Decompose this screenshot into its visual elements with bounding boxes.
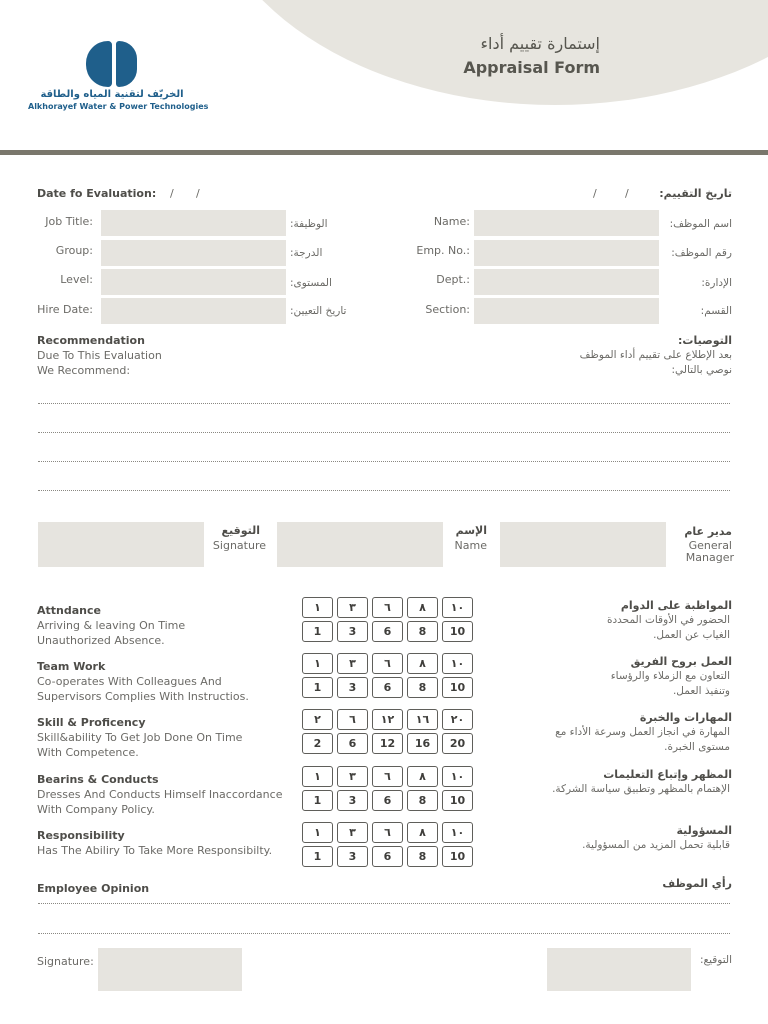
criterion-title: Bearins & Conducts xyxy=(37,773,159,786)
date-slash: / xyxy=(625,187,629,200)
date-slash: / xyxy=(593,187,597,200)
score-box-ar[interactable]: ١٠ xyxy=(442,766,473,787)
score-box-ar[interactable]: ٦ xyxy=(337,709,368,730)
score-box[interactable]: 1 xyxy=(302,621,333,642)
score-box[interactable]: 10 xyxy=(442,846,473,867)
name-label: Name: xyxy=(433,215,470,228)
criterion-desc-ar: مستوى الخبرة. xyxy=(664,741,730,753)
score-box-ar[interactable]: ٨ xyxy=(407,766,438,787)
signature-label-en: Signature xyxy=(212,539,266,552)
company-logo xyxy=(28,40,209,115)
criterion-title-ar: المواظبة على الدوام xyxy=(620,599,732,612)
score-box[interactable]: 8 xyxy=(407,790,438,811)
recommendation-line[interactable] xyxy=(38,432,730,433)
group-field[interactable] xyxy=(101,240,286,266)
name-box[interactable] xyxy=(277,522,443,567)
gm-box[interactable] xyxy=(500,522,666,567)
section-label: Section: xyxy=(425,303,470,316)
employee-opinion-title-ar: رأي الموظف xyxy=(662,877,732,890)
score-box-ar[interactable]: ٣ xyxy=(337,597,368,618)
name-label-ar-signoff: الإسم xyxy=(455,524,487,537)
header-rule xyxy=(0,150,768,155)
criterion-desc: Arriving & leaving On Time xyxy=(37,619,186,632)
hire-date-label-ar: تاريخ التعيين: xyxy=(290,305,347,317)
hire-date-field[interactable] xyxy=(101,298,286,324)
recommendation-line2-ar: نوصي بالتالي: xyxy=(671,364,732,376)
score-box[interactable]: 8 xyxy=(407,846,438,867)
criterion-title: Responsibility xyxy=(37,829,125,842)
score-box-ar[interactable]: ٢٠ xyxy=(442,709,473,730)
score-box[interactable]: 2 xyxy=(302,733,333,754)
score-box-ar[interactable]: ٨ xyxy=(407,597,438,618)
gm-label-en1: General xyxy=(688,539,732,552)
score-box-ar[interactable]: ٦ xyxy=(372,766,403,787)
score-box[interactable]: 6 xyxy=(337,733,368,754)
criterion-title-ar: المهارات والخبرة xyxy=(639,711,732,724)
score-box[interactable]: 6 xyxy=(372,790,403,811)
recommendation-title: Recommendation xyxy=(37,334,145,347)
title-en: Appraisal Form xyxy=(463,58,600,77)
name-field[interactable] xyxy=(474,210,659,236)
score-box[interactable]: 10 xyxy=(442,790,473,811)
score-box-ar[interactable]: ٣ xyxy=(337,822,368,843)
criterion-title: Skill & Proficency xyxy=(37,716,146,729)
criterion-desc-ar: الحضور في الأوقات المحددة xyxy=(606,614,730,626)
signature-box[interactable] xyxy=(38,522,204,567)
hire-date-label: Hire Date: xyxy=(37,303,93,316)
criterion-desc: Supervisors Complies With Instructios. xyxy=(37,690,249,703)
score-box[interactable]: 1 xyxy=(302,677,333,698)
score-box[interactable]: 8 xyxy=(407,677,438,698)
dept-label: Dept.: xyxy=(436,273,470,286)
dept-field[interactable] xyxy=(474,269,659,295)
opinion-line[interactable] xyxy=(38,903,730,904)
criterion-title-ar: المظهر وإتباع التعليمات xyxy=(603,768,732,781)
criterion-desc: Skill&ability To Get Job Done On Time xyxy=(37,731,243,744)
level-field[interactable] xyxy=(101,269,286,295)
score-box-ar[interactable]: ١ xyxy=(302,766,333,787)
criterion-title-ar: المسؤولية xyxy=(676,824,732,837)
score-box[interactable]: 1 xyxy=(302,846,333,867)
gm-label-en2: Manager xyxy=(685,551,734,564)
recommendation-line2: We Recommend: xyxy=(37,364,131,377)
gm-label-ar: مدير عام xyxy=(684,525,732,538)
logo-mark-right xyxy=(116,41,137,87)
criterion-desc: Co-operates With Colleagues And xyxy=(37,675,222,688)
level-label-ar: المستوى: xyxy=(290,277,332,289)
job-title-label-ar: الوظيفة: xyxy=(290,218,328,230)
logo-mark-left xyxy=(86,41,112,87)
footer-signature-box-ar[interactable] xyxy=(547,948,691,991)
criterion-desc: Has The Abiliry To Take More Responsibilty. xyxy=(37,844,273,857)
score-box-ar[interactable]: ١ xyxy=(302,597,333,618)
name-label-ar: اسم الموظف: xyxy=(669,218,732,230)
logo-text-en: Alkhorayef Water & Power Technologies xyxy=(28,102,209,111)
score-box[interactable]: 8 xyxy=(407,621,438,642)
score-box-ar[interactable]: ١٦ xyxy=(407,709,438,730)
score-box[interactable]: 6 xyxy=(372,846,403,867)
criterion-title-ar: العمل بروح الفريق xyxy=(630,655,732,668)
recommendation-title-ar: التوصيات: xyxy=(678,334,732,347)
job-title-label: Job Title: xyxy=(45,215,93,228)
recommendation-line[interactable] xyxy=(38,403,730,404)
score-box[interactable]: 20 xyxy=(442,733,473,754)
criterion-desc-ar: وتنفيذ العمل. xyxy=(672,685,730,697)
score-box[interactable]: 3 xyxy=(337,677,368,698)
score-box[interactable]: 12 xyxy=(372,733,403,754)
recommendation-line1-ar: بعد الإطلاع على تقييم أداء الموظف xyxy=(579,349,732,361)
section-label-ar: القسم: xyxy=(700,305,732,317)
emp-no-field[interactable] xyxy=(474,240,659,266)
score-box-ar[interactable]: ١ xyxy=(302,653,333,674)
dept-label-ar: الإدارة: xyxy=(701,277,732,289)
score-box-ar[interactable]: ٣ xyxy=(337,653,368,674)
footer-signature-label: Signature: xyxy=(37,955,94,968)
recommendation-line[interactable] xyxy=(38,461,730,462)
criterion-desc-ar: التعاون مع الزملاء والرؤساء xyxy=(610,670,730,682)
score-box[interactable]: 6 xyxy=(372,621,403,642)
score-box[interactable]: 1 xyxy=(302,790,333,811)
score-box-ar[interactable]: ٦ xyxy=(372,822,403,843)
date-label-ar: تاريخ التقييم: xyxy=(659,187,732,200)
score-box-ar[interactable]: ١٢ xyxy=(372,709,403,730)
job-title-field[interactable] xyxy=(101,210,286,236)
criterion-desc-ar: المهارة في انجاز العمل وسرعة الأداء مع xyxy=(555,726,730,738)
criterion-desc: Unauthorized Absence. xyxy=(37,634,165,647)
score-box-ar[interactable]: ٦ xyxy=(372,653,403,674)
score-box-ar[interactable]: ٢ xyxy=(302,709,333,730)
footer-signature-label-ar: التوقيع: xyxy=(699,954,732,966)
score-box[interactable]: 16 xyxy=(407,733,438,754)
criterion-desc-ar: الإهتمام بالمظهر وتطبيق سياسة الشركة. xyxy=(552,783,730,795)
name-label-en-signoff: Name xyxy=(454,539,487,552)
recommendation-line[interactable] xyxy=(38,490,730,491)
criterion-title: Attndance xyxy=(37,604,101,617)
date-slash: / xyxy=(196,187,200,200)
date-slash: / xyxy=(170,187,174,200)
section-field[interactable] xyxy=(474,298,659,324)
score-box-ar[interactable]: ٦ xyxy=(372,597,403,618)
opinion-line[interactable] xyxy=(38,933,730,934)
score-box-ar[interactable]: ١٠ xyxy=(442,653,473,674)
score-box[interactable]: 3 xyxy=(337,790,368,811)
criterion-desc: Dresses And Conducts Himself Inaccordance xyxy=(37,788,283,801)
criterion-desc-ar: الغياب عن العمل. xyxy=(653,629,730,641)
emp-no-label: Emp. No.: xyxy=(416,244,470,257)
score-box-ar[interactable]: ٨ xyxy=(407,653,438,674)
date-label-en: Date fo Evaluation: xyxy=(37,187,157,200)
score-box-ar[interactable]: ٨ xyxy=(407,822,438,843)
group-label: Group: xyxy=(55,244,93,257)
score-box-ar[interactable]: ١ xyxy=(302,822,333,843)
score-box-ar[interactable]: ١٠ xyxy=(442,822,473,843)
criterion-desc: With Company Policy. xyxy=(37,803,155,816)
score-box[interactable]: 10 xyxy=(442,677,473,698)
criterion-title: Team Work xyxy=(37,660,106,673)
emp-no-label-ar: رقم الموظف: xyxy=(671,247,732,259)
group-label-ar: الدرجة: xyxy=(290,247,323,259)
signature-label-ar: التوقيع xyxy=(221,524,260,537)
score-box[interactable]: 3 xyxy=(337,846,368,867)
score-box-ar[interactable]: ٣ xyxy=(337,766,368,787)
criterion-desc: With Competence. xyxy=(37,746,139,759)
criterion-desc-ar: قابلية تحمل المزيد من المسؤولية. xyxy=(582,839,730,851)
score-box-ar[interactable]: ١٠ xyxy=(442,597,473,618)
footer-signature-box[interactable] xyxy=(98,948,242,991)
level-label: Level: xyxy=(60,273,93,286)
employee-opinion-title: Employee Opinion xyxy=(37,882,150,895)
recommendation-line1: Due To This Evaluation xyxy=(37,349,162,362)
title-ar: إستمارة تقييم أداء xyxy=(480,34,600,53)
logo-text-ar: الخريّف لتقنية المياه والطاقة xyxy=(40,89,184,100)
score-box[interactable]: 6 xyxy=(372,677,403,698)
score-box[interactable]: 10 xyxy=(442,621,473,642)
score-box[interactable]: 3 xyxy=(337,621,368,642)
